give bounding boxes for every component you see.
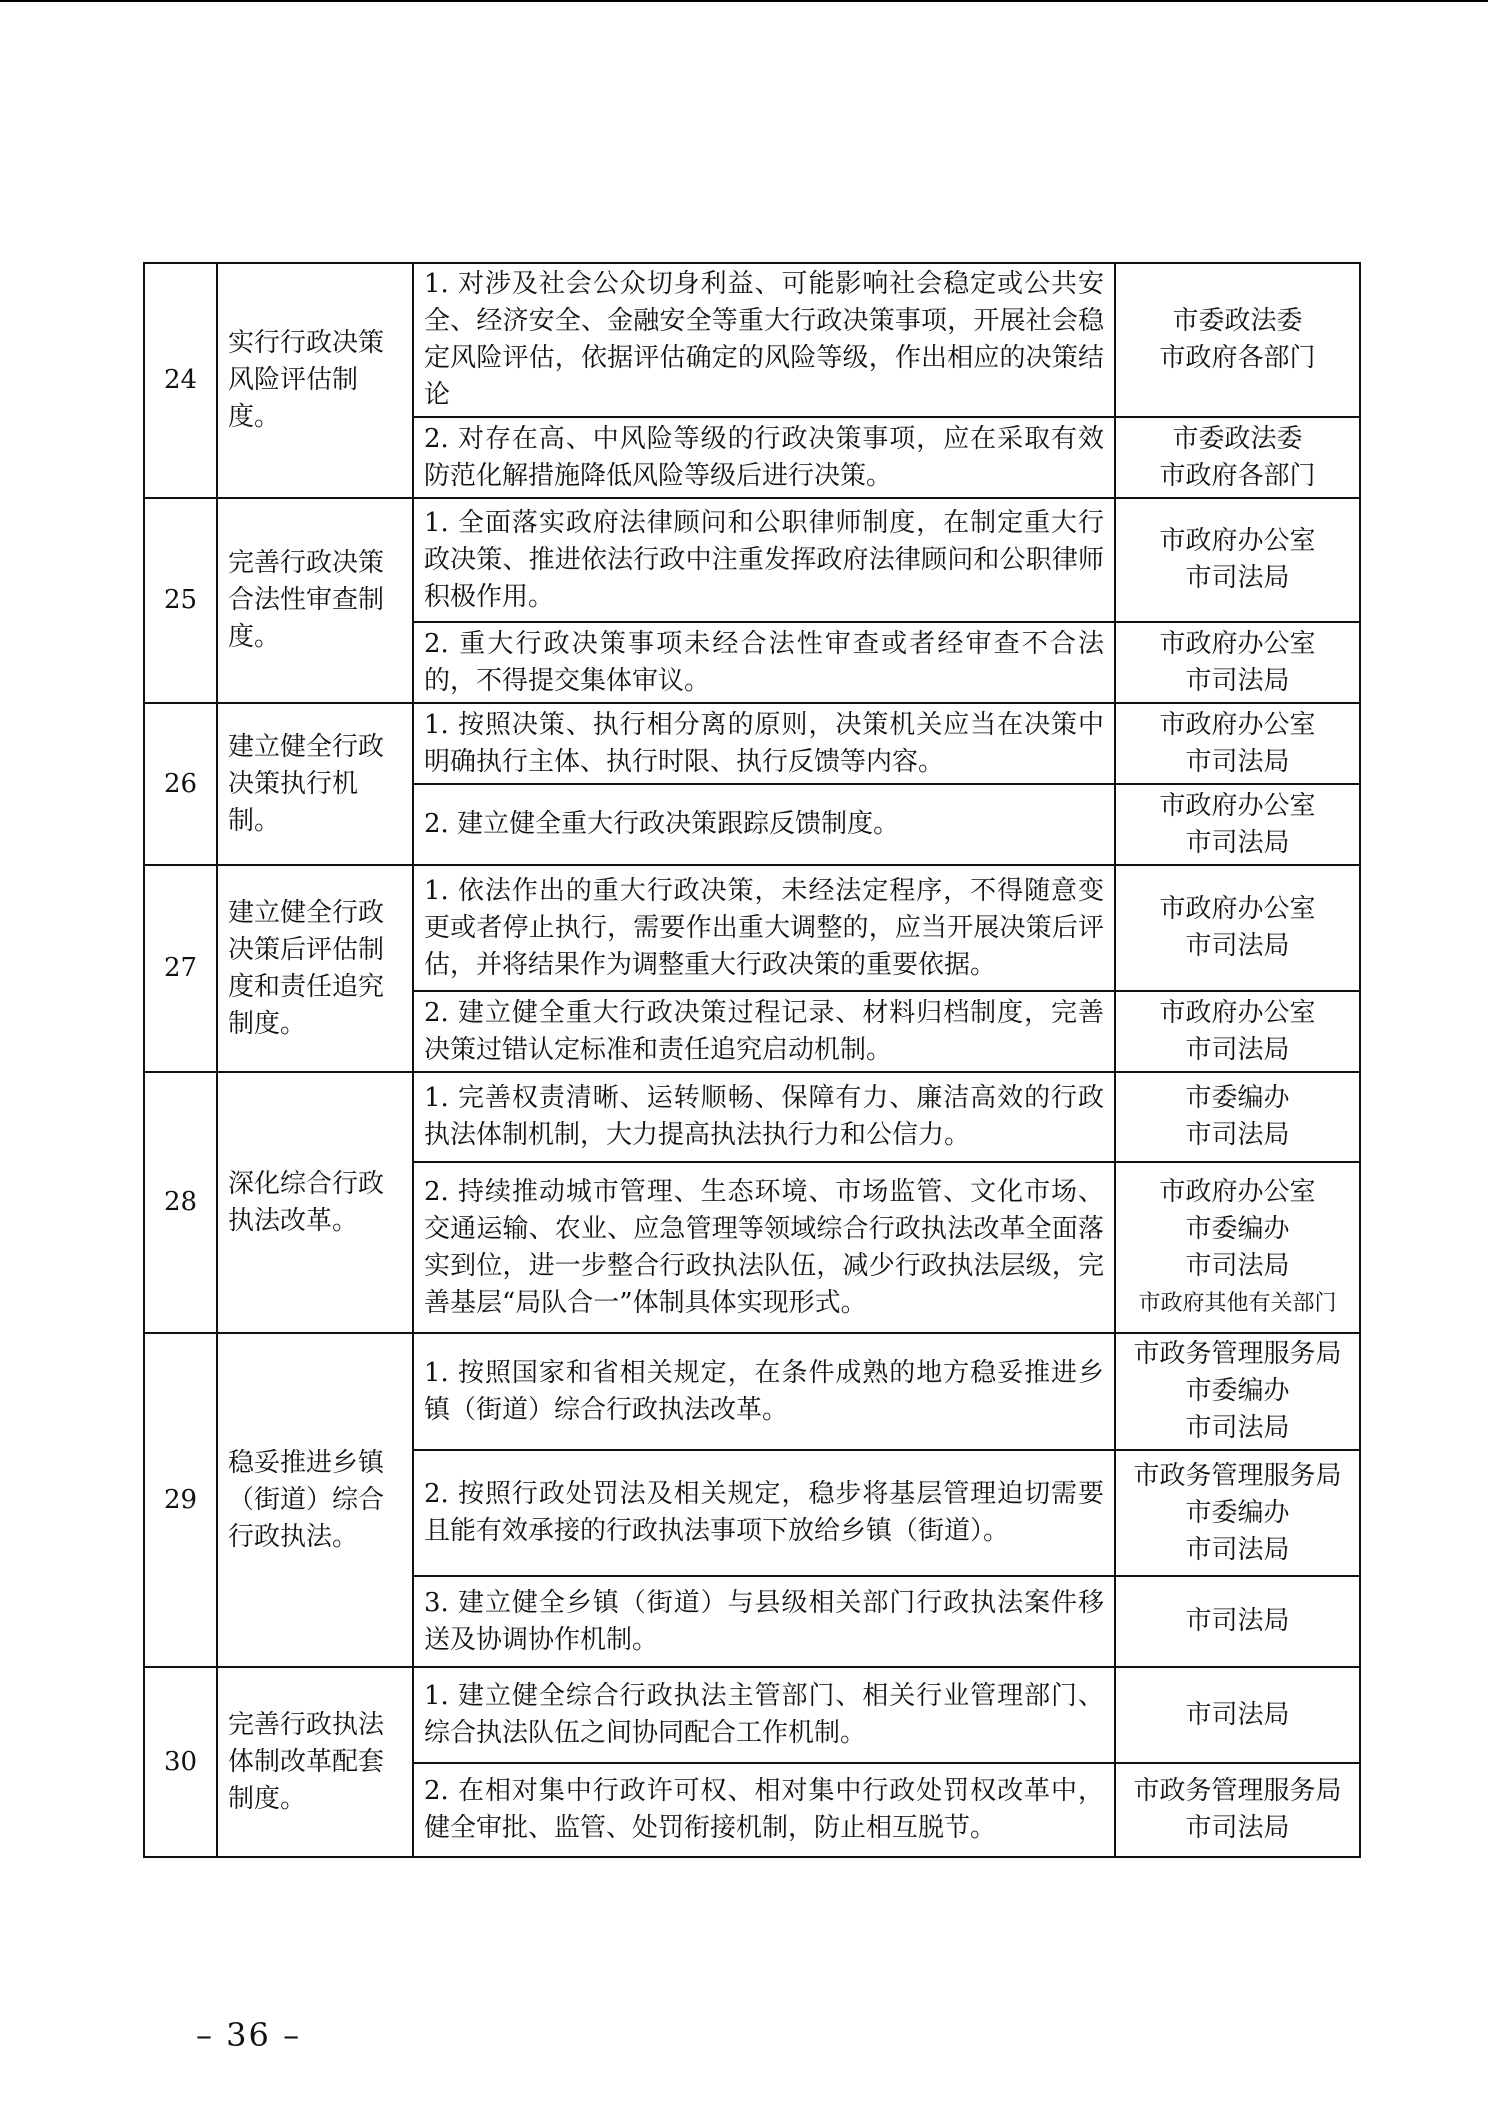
department-name: 市司法局 (1185, 1534, 1290, 1565)
task-text: 1. 按照决策、执行相分离的原则，决策机关应当在决策中明确执行主体、执行时限、执行反馈等内容。 (413, 703, 1115, 784)
table-row (144, 865, 1360, 991)
task-text: 2. 重大行政决策事项未经合法性审查或者经审查不合法的，不得提交集体审议。 (413, 622, 1115, 703)
department-name: 市司法局 (1185, 1699, 1290, 1730)
task-text: 2. 持续推动城市管理、生态环境、市场监管、文化市场、交通运输、农业、应急管理等领域综合行政执法改革全面落实到位，进一步整合行政执法队伍，减少行政执法层级，完善基层“局队合一”体制具体实现形式。 (413, 1162, 1115, 1333)
department-name: 市委编办 (1185, 1497, 1290, 1528)
row-number: 27 (144, 865, 217, 1072)
responsible-departments (1115, 991, 1360, 1072)
department-name: 市委编办 (1185, 1213, 1290, 1244)
task-text: 2. 在相对集中行政许可权、相对集中行政处罚权改革中，健全审批、监管、处罚衔接机制，防止相互脱节。 (413, 1763, 1115, 1857)
task-table (143, 262, 1361, 1858)
item-title: 实行行政决策风险评估制度。 (217, 263, 413, 498)
department-name: 市司法局 (1185, 1813, 1290, 1843)
department-name: 市司法局 (1185, 1413, 1290, 1443)
table-row (144, 1667, 1360, 1763)
task-text: 2. 建立健全重大行政决策过程记录、材料归档制度，完善决策过错认定标准和责任追究启动机制。 (413, 991, 1115, 1072)
responsible-departments (1115, 703, 1360, 784)
responsible-departments (1115, 1333, 1360, 1450)
table-row (144, 703, 1360, 784)
department-name: 市政府办公室 (1159, 790, 1316, 821)
table-row (144, 1333, 1360, 1450)
task-text: 1. 全面落实政府法律顾问和公职律师制度，在制定重大行政决策、推进依法行政中注重发挥政府法律顾问和公职律师积极作用。 (413, 498, 1115, 622)
task-text: 1. 按照国家和省相关规定，在条件成熟的地方稳妥推进乡镇（街道）综合行政执法改革。 (413, 1333, 1115, 1450)
department-name: 市司法局 (1185, 1606, 1290, 1636)
responsible-departments (1115, 417, 1360, 498)
task-text: 2. 按照行政处罚法及相关规定，稳步将基层管理迫切需要且能有效承接的行政执法事项下放给乡镇（街道）。 (413, 1450, 1115, 1576)
department-name: 市政府办公室 (1159, 526, 1316, 556)
department-name: 市司法局 (1185, 1120, 1290, 1150)
department-name: 市政府办公室 (1159, 709, 1316, 740)
item-title: 建立健全行政决策后评估制度和责任追究制度。 (217, 865, 413, 1072)
task-table-body (144, 263, 1360, 1857)
department-name: 市司法局 (1185, 563, 1290, 593)
department-name: 市司法局 (1185, 827, 1290, 858)
department-name: 市委政法委 (1172, 423, 1303, 454)
responsible-departments (1115, 784, 1360, 865)
responsible-departments (1115, 622, 1360, 703)
responsible-departments (1115, 1763, 1360, 1857)
responsible-departments (1115, 1450, 1360, 1576)
department-name: 市政府其他有关部门 (1138, 1290, 1337, 1316)
department-name: 市司法局 (1185, 746, 1290, 777)
responsible-departments (1115, 1667, 1360, 1763)
department-name: 市司法局 (1185, 1034, 1290, 1065)
department-name: 市政府办公室 (1159, 997, 1316, 1028)
task-text: 1. 依法作出的重大行政决策，未经法定程序，不得随意变更或者停止执行，需要作出重大调整的，应当开展决策后评估，并将结果作为调整重大行政决策的重要依据。 (413, 865, 1115, 991)
department-name: 市委编办 (1185, 1376, 1290, 1406)
task-text: 1. 建立健全综合行政执法主管部门、相关行业管理部门、综合执法队伍之间协同配合工作机制。 (413, 1667, 1115, 1763)
department-name: 市政府各部门 (1159, 460, 1316, 491)
page-top-border (0, 0, 1488, 2)
task-text: 1. 完善权责清晰、运转顺畅、保障有力、廉洁高效的行政执法体制机制，大力提高执法执行力和公信力。 (413, 1072, 1115, 1162)
row-number: 28 (144, 1072, 217, 1333)
row-number: 30 (144, 1667, 217, 1857)
row-number: 26 (144, 703, 217, 865)
responsible-departments (1115, 498, 1360, 622)
department-name: 市政府办公室 (1159, 628, 1316, 659)
table-row (144, 498, 1360, 622)
table-row (144, 1072, 1360, 1162)
task-text: 3. 建立健全乡镇（街道）与县级相关部门行政执法案件移送及协调协作机制。 (413, 1576, 1115, 1667)
department-name: 市政府办公室 (1159, 894, 1316, 924)
item-title: 建立健全行政决策执行机制。 (217, 703, 413, 865)
task-text: 2. 对存在高、中风险等级的行政决策事项，应在采取有效防范化解措施降低风险等级后进行决策。 (413, 417, 1115, 498)
task-text: 2. 建立健全重大行政决策跟踪反馈制度。 (413, 784, 1115, 865)
responsible-departments (1115, 865, 1360, 991)
task-text: 1. 对涉及社会公众切身利益、可能影响社会稳定或公共安全、经济安全、金融安全等重大行政决策事项，开展社会稳定风险评估，依据评估确定的风险等级，作出相应的决策结论 (413, 263, 1115, 417)
department-name: 市司法局 (1185, 665, 1290, 696)
department-name: 市委编办 (1185, 1083, 1290, 1113)
department-name: 市司法局 (1185, 931, 1290, 961)
responsible-departments (1115, 1576, 1360, 1667)
department-name: 市司法局 (1185, 1250, 1290, 1281)
department-name: 市委政法委 (1172, 306, 1303, 336)
row-number: 25 (144, 498, 217, 703)
item-title: 完善行政执法体制改革配套制度。 (217, 1667, 413, 1857)
department-name: 市政府办公室 (1159, 1176, 1316, 1207)
department-name: 市政务管理服务局 (1133, 1339, 1342, 1369)
responsible-departments (1115, 263, 1360, 417)
item-title: 完善行政决策合法性审查制度。 (217, 498, 413, 703)
item-title: 深化综合行政执法改革。 (217, 1072, 413, 1333)
item-title: 稳妥推进乡镇（街道）综合行政执法。 (217, 1333, 413, 1667)
department-name: 市政务管理服务局 (1133, 1776, 1342, 1806)
responsible-departments (1115, 1162, 1360, 1333)
row-number: 29 (144, 1333, 217, 1667)
row-number: 24 (144, 263, 217, 498)
department-name: 市政府各部门 (1159, 343, 1316, 373)
table-row (144, 263, 1360, 417)
page-number: – 36 – (196, 2016, 302, 2054)
responsible-departments (1115, 1072, 1360, 1162)
department-name: 市政务管理服务局 (1133, 1460, 1342, 1491)
